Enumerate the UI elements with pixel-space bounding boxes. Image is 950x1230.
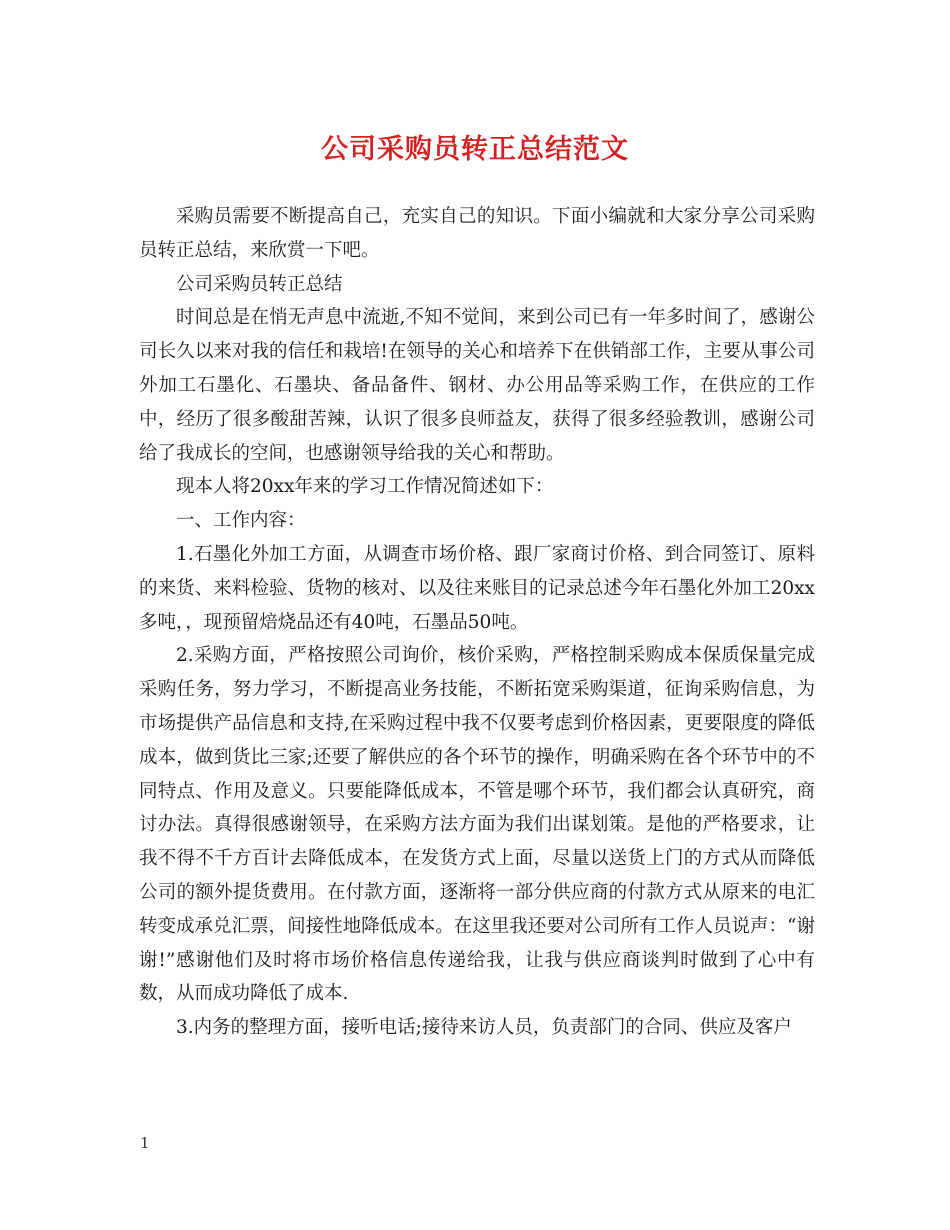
- body-paragraph: 时间总是在悄无声息中流逝,不知不觉间，来到公司已有一年多时间了，感谢公司长久以来对我的信任和栽培!在领导的关心和培养下在供销部工作，主要从事公司外加工石墨化、石墨块、备品备件、钢材、办公用品等采购工作，在供应的工作中，经历了很多酸甜苦辣，认识了很多良师益友，获得了很多经验教训，感谢公司给了我成长的空间，也感谢领导给我的关心和帮助。: [139, 307, 815, 464]
- intro-paragraph: 采购员需要不断提高自己，充实自己的知识。下面小编就和大家分享公司采购员转正总结，来欣赏一下吧。: [139, 206, 815, 261]
- list-item: 3.内务的整理方面，接听电话;接待来访人员，负责部门的合同、供应及客户: [176, 1017, 792, 1039]
- document-title: 公司采购员转正总结范文: [321, 134, 629, 165]
- list-item: 1.石墨化外加工方面，从调查市场价格、跟厂家商讨价格、到合同签订、原料的来货、来料检验、货物的核对、以及往来账目的记录总述今年石墨化外加工20xx多吨，，现预留焙烧品还有40吨，石墨品50吨。: [139, 543, 815, 633]
- document-body: [139, 200, 815, 1045]
- list-item: 2.采购方面，严格按照公司询价，核价采购，严格控制采购成本保质保量完成采购任务，努力学习，不断提高业务技能，不断拓宽采购渠道，征询采购信息，为市场提供产品信息和支持,在采购过程中我不仅要考虑到价格因素，更要限度的降低成本，做到货比三家;还要了解供应的各个环节的操作，明确采购在各个环节中的不同特点、作用及意义。只要能降低成本，不管是哪个环节，我们都会认真研究，商讨办法。真得很感谢领导，在采购方法方面为我们出谋划策。是他的严格要求，让我不得不千方百计去降低成本，在发货方式上面，尽量以送货上门的方式从而降低公司的额外提货费用。在付款方面，逐渐将一部分供应商的付款方式从原来的电汇转变成承兑汇票，间接性地降低成本。在这里我还要对公司所有工作人员说声：“谢谢!”感谢他们及时将市场价格信息传递给我，让我与供应商谈判时做到了心中有数，从而成功降低了成本.: [139, 645, 815, 1005]
- section-heading: 公司采购员转正总结: [176, 273, 343, 295]
- body-paragraph: 现本人将20xx年来的学习工作情况简述如下：: [176, 476, 554, 498]
- subsection-heading: 一、工作内容：: [176, 510, 306, 532]
- page-number: 1: [140, 1134, 150, 1152]
